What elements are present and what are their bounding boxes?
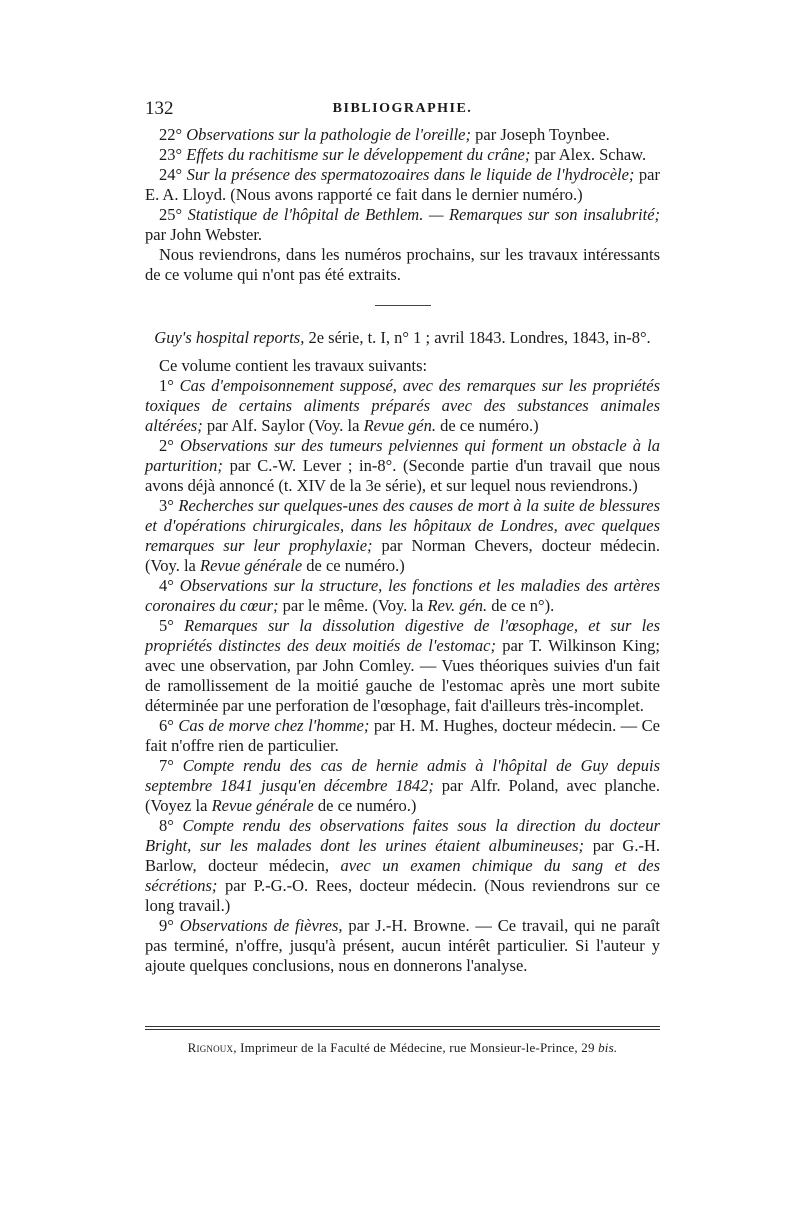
item-number: 25° <box>159 205 183 224</box>
section-divider <box>375 305 431 306</box>
item-number: 6° <box>159 716 174 735</box>
item-title: Compte rendu des observations faites sous la direction du docteur Bright, sur les malades dont les urines étaient albumineuses; <box>145 816 660 855</box>
item-number: 7° <box>159 756 174 775</box>
page-header <box>145 98 660 122</box>
item-title: Recherches sur quelques-unes des causes de mort à la suite de blessures et d'opérations chirurgicales, dans les hôpitaux de Londres, avec quelques remarques sur leur prophylaxie; <box>145 496 661 555</box>
item-note: de ce numéro.) <box>435 416 539 435</box>
item-number: 2° <box>159 436 174 455</box>
item-note: par P.-G.-O. Rees, docteur médecin. (Nous reviendrons sur ce long travail.) <box>145 876 660 915</box>
item-number: 1° <box>159 376 174 395</box>
footer-rule <box>145 1026 660 1027</box>
closing-paragraph: Nous reviendrons, dans les numéros prochains, sur les travaux intéressants de ce volume qui n'ont pas été extraits. <box>145 245 660 284</box>
journal-title: Guy's hospital reports, <box>154 328 305 347</box>
printer-imprint <box>145 1040 660 1056</box>
list-item <box>145 716 660 756</box>
item-title: Sur la présence des spermatozoaires dans le liquide de l'hydrocèle; <box>186 165 635 184</box>
item-number: 23° <box>159 145 183 164</box>
list-item <box>145 816 660 916</box>
item-number: 8° <box>159 816 174 835</box>
item-title: Cas d'empoisonnement supposé, avec des remarques sur les propriétés toxiques de certains aliments préparés avec des substances animales altérées; <box>145 376 661 435</box>
list-item <box>145 616 660 716</box>
list-item <box>145 496 660 576</box>
list-item <box>145 756 660 816</box>
list-item <box>145 436 660 496</box>
item-title: Cas de morve chez l'homme; <box>178 716 370 735</box>
section-intro: Ce volume contient les travaux suivants: <box>159 356 428 375</box>
item-title: Observations de fièvres, <box>179 916 343 935</box>
item-author: par Alfr. Poland, avec planche. (Voyez la <box>145 776 660 815</box>
item-title: Observations sur la structure, les fonctions et les maladies des artères coronaires du cœur; <box>145 576 661 615</box>
item-number: 24° <box>159 165 183 184</box>
list-item <box>145 916 660 976</box>
item-number: 9° <box>159 916 174 935</box>
item-author: par E. A. Lloyd. (Nous avons rapporté ce fait dans le dernier numéro.) <box>145 165 660 204</box>
item-author: par G.-H. Barlow, docteur médecin, <box>145 836 660 875</box>
list-item <box>145 145 660 165</box>
item-title: Statistique de l'hôpital de Bethlem. — Remarques sur son insalubrité; <box>187 205 661 224</box>
item-title: Observations sur des tumeurs pelviennes qui forment un obstacle à la parturition; <box>145 436 660 475</box>
printer-suffix: bis. <box>598 1040 618 1055</box>
item-ref: Rev. gén. <box>427 596 488 615</box>
item-note: de ce numéro.) <box>302 556 405 575</box>
item-number: 5° <box>159 616 174 635</box>
list-item <box>145 165 660 205</box>
item-author: par C.-W. Lever ; in-8°. (Seconde partie d'un travail que nous avons déjà annoncé (t. XIV de la 3e série), et sur lequel nous reviendrons.) <box>145 456 660 495</box>
item-ref: Revue générale <box>211 796 314 815</box>
item-author: par John Webster. <box>145 225 263 244</box>
list-item <box>145 205 660 245</box>
item-note: de ce n°). <box>487 596 555 615</box>
item-ref: Revue gén. <box>363 416 436 435</box>
item-ref: Revue générale <box>200 556 303 575</box>
item-number: 3° <box>159 496 174 515</box>
list-item <box>145 376 660 436</box>
list-item <box>145 125 660 145</box>
item-number: 22° <box>159 125 183 144</box>
footer-rule <box>145 1029 660 1030</box>
item-author: par H. M. Hughes, docteur médecin. — Ce fait n'offre rien de particulier. <box>145 716 660 755</box>
journal-details: 2e série, t. I, n° 1 ; avril 1843. Londres, 1843, in-8°. <box>304 328 651 347</box>
item-author: par J.-H. Browne. — Ce travail, qui ne paraît pas terminé, n'offre, jusqu'à présent, aucun intérêt particulier. Si l'auteur y ajoute quelques conclusions, nous en donnerons l'analyse. <box>145 916 661 975</box>
list-item <box>145 576 660 616</box>
item-author: par le même. (Voy. la <box>278 596 428 615</box>
item-title: Remarques sur la dissolution digestive de l'œsophage, et sur les propriétés distinctes des deux moitiés de l'estomac; <box>145 616 661 655</box>
page-number: 132 <box>145 98 174 119</box>
item-author: par T. Wilkinson King; avec une observation, par John Comley. — Vues théoriques suivies d'un fait de ramollissement de la moitié gauche de l'estomac après une mort subite déterminée par une perforation de l'œsophage, fait d'ailleurs très-incomplet. <box>145 636 660 715</box>
running-title: BIBLIOGRAPHIE. <box>332 101 473 116</box>
body-text <box>145 125 660 976</box>
item-author: par Joseph Toynbee. <box>471 125 610 144</box>
item-ref: avec un examen chimique du sang et des sécrétions; <box>145 856 660 895</box>
item-note: de ce numéro.) <box>313 796 417 815</box>
printer-address: Imprimeur de la Faculté de Médecine, rue Monsieur-le-Prince, 29 <box>236 1040 599 1055</box>
item-title: Compte rendu des cas de hernie admis à l'hôpital de Guy depuis septembre 1841 jusqu'en décembre 1842; <box>145 756 661 795</box>
item-author: par Alex. Schaw. <box>530 145 647 164</box>
item-author: par Alf. Saylor (Voy. la <box>202 416 364 435</box>
item-title: Observations sur la pathologie de l'oreille; <box>186 125 471 144</box>
item-author: par Norman Chevers, docteur médecin. (Voy. la <box>145 536 660 575</box>
section-heading <box>145 328 660 348</box>
item-number: 4° <box>159 576 174 595</box>
printer-name: Rignoux, <box>187 1040 237 1055</box>
item-title: Effets du rachitisme sur le développement du crâne; <box>186 145 531 164</box>
